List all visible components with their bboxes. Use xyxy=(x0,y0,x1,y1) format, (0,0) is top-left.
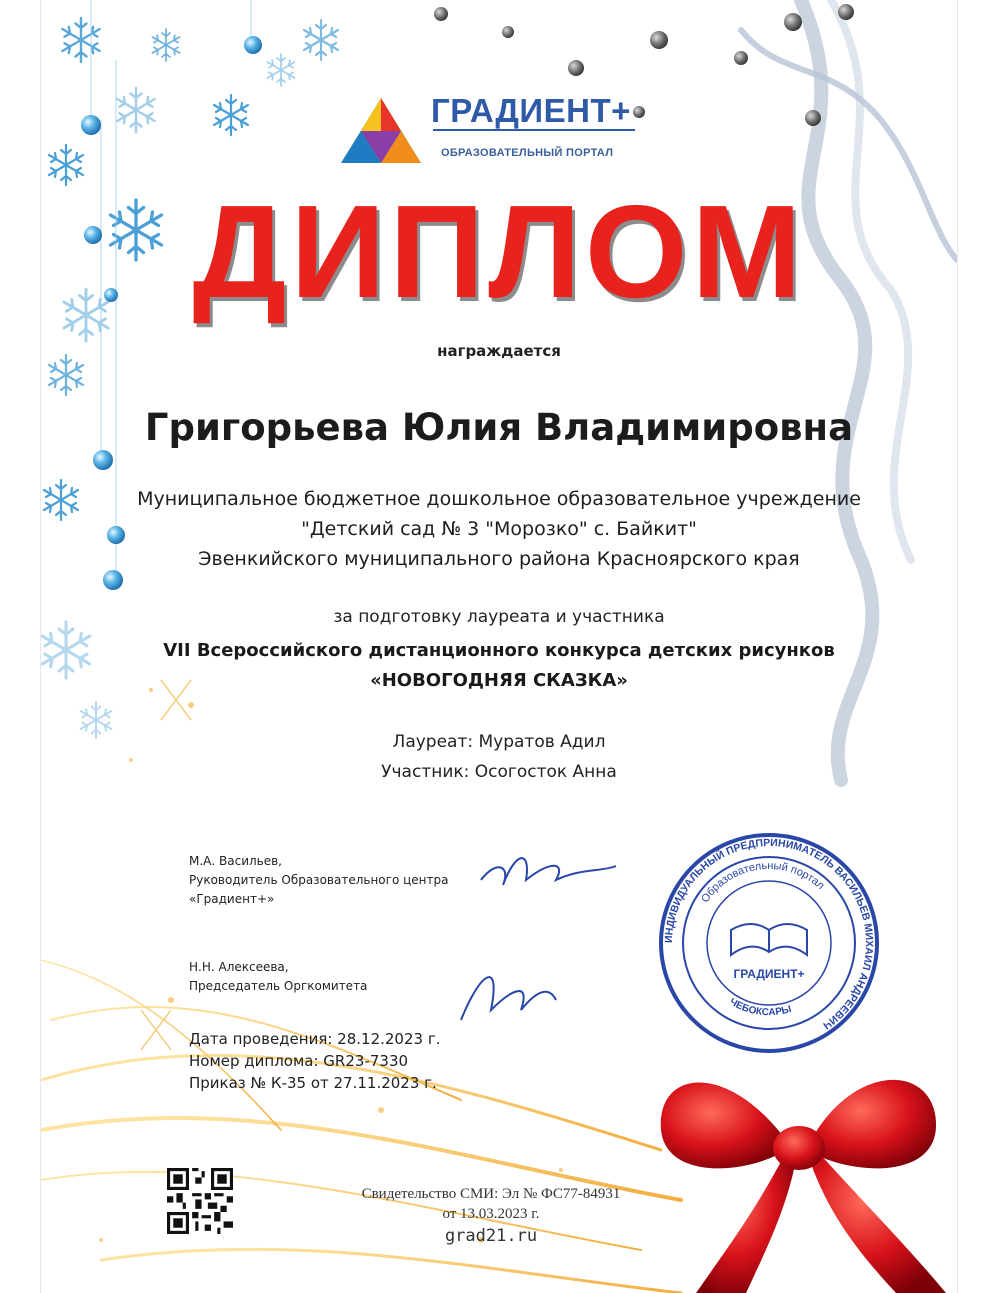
recipient-name: Григорьева Юлия Владимировна xyxy=(144,406,854,449)
contest-name: «НОВОГОДНЯЯ СКАЗКА» xyxy=(370,670,628,691)
signature-block-chair xyxy=(189,958,367,996)
stamp-outer-text: ИНДИВИДУАЛЬНЫЙ ПРЕДПРИНИМАТЕЛЬ ВАСИЛЬЕВ МИХАИЛ АНДРЕЕВИЧ xyxy=(662,836,876,1032)
organization-line: Эвенкийского муниципального района Красноярского края xyxy=(198,548,800,570)
svg-text:ЧЕБОКСАРЫ xyxy=(727,997,792,1019)
participant-line: Участник: Осогосток Анна xyxy=(381,762,617,782)
site-link[interactable]: grad21.ru xyxy=(444,1226,538,1246)
qr-code[interactable] xyxy=(167,1168,233,1234)
signer-role: Руководитель Образовательного центра xyxy=(189,873,449,887)
awarded-text: награждается xyxy=(437,342,561,360)
winners-block xyxy=(41,727,957,787)
media-certificate: Свидетельство СМИ: Эл № ФС77-84931 xyxy=(361,1186,621,1202)
diploma-details xyxy=(189,1028,440,1094)
book-icon xyxy=(731,924,807,955)
diploma-heading: ДИПЛОМ xyxy=(192,178,806,325)
laureate-line: Лауреат: Муратов Адил xyxy=(392,732,606,752)
order-number: Приказ № К-35 от 27.11.2023 г. xyxy=(189,1074,437,1092)
diploma-sheet xyxy=(40,0,958,1293)
official-stamp xyxy=(656,830,882,1056)
signer-role: Председатель Оргкомитета xyxy=(189,979,368,993)
contest-block xyxy=(41,636,957,696)
red-bow-decoration xyxy=(636,1040,957,1293)
signer-name: Н.Н. Алексеева, xyxy=(189,960,289,974)
signature-vasiliev xyxy=(481,858,616,885)
stamp-inner-text: Образовательный портал xyxy=(699,859,827,906)
organization-line: "Детский сад № 3 "Морозко" с. Байкит" xyxy=(301,518,697,540)
logo-pyramid-icon xyxy=(341,98,421,163)
stamp-city: ЧЕБОКСАРЫ xyxy=(727,996,793,1019)
contest-title: VII Всероссийского дистанционного конкурса детских рисунков xyxy=(163,640,835,661)
diploma-number: Номер диплома: GR23-7330 xyxy=(189,1052,409,1070)
stamp-center-text: ГРАДИЕНТ+ xyxy=(733,967,805,981)
signature-block-director xyxy=(189,852,448,909)
logo-title: ГРАДИЕНТ+ xyxy=(431,92,631,129)
organization-line: Муниципальное бюджетное дошкольное образовательное учреждение xyxy=(137,488,861,510)
organization-block xyxy=(41,484,957,574)
event-date: Дата проведения: 28.12.2023 г. xyxy=(189,1030,441,1048)
media-registration xyxy=(301,1184,681,1224)
for-text: за подготовку лауреата и участника xyxy=(333,607,665,627)
logo-subtitle: ОБРАЗОВАТЕЛЬНЫЙ ПОРТАЛ xyxy=(441,147,614,159)
signer-name: М.А. Васильев, xyxy=(189,854,282,868)
signer-org: «Градиент+» xyxy=(189,892,275,906)
media-date: от 13.03.2023 г. xyxy=(442,1206,540,1222)
